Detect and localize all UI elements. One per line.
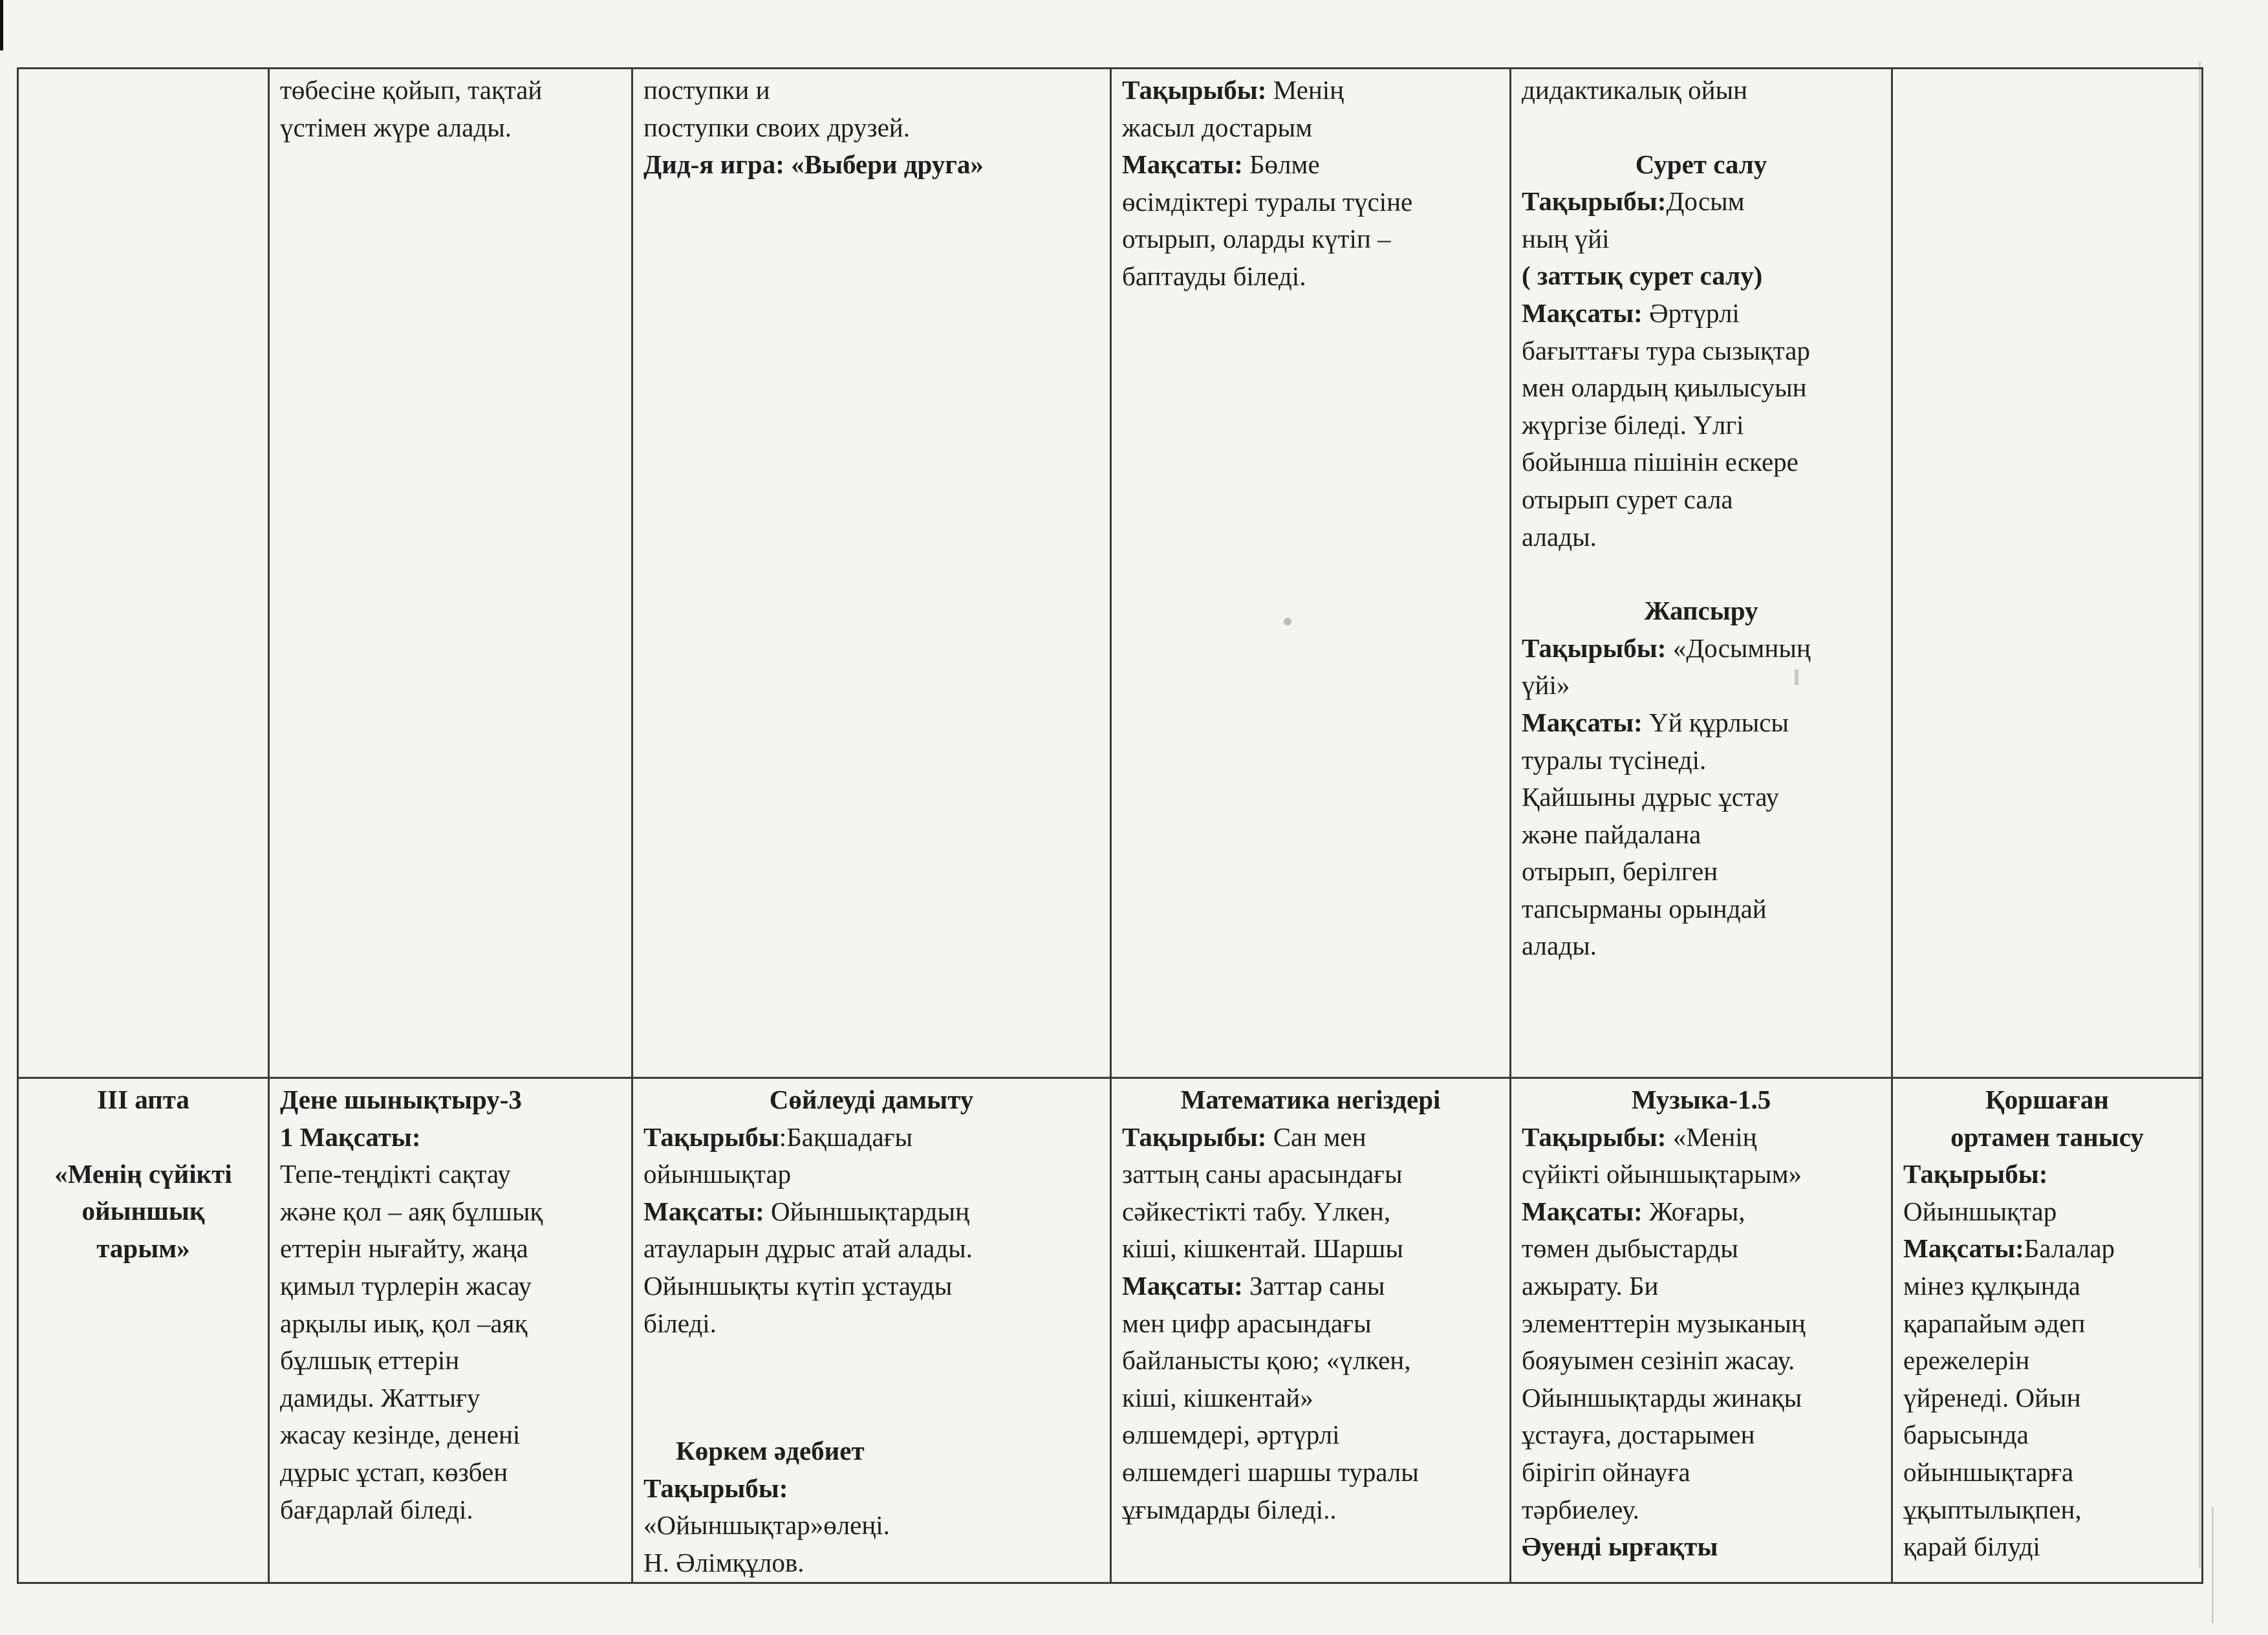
text-line: төбесіне қойып, тақтай xyxy=(280,75,543,105)
week-cell-empty xyxy=(18,69,269,1078)
text-line: Тепе-теңдікті сақтау xyxy=(280,1159,511,1189)
goal-text: Заттар саны xyxy=(1249,1270,1385,1301)
topic-text: Досым xyxy=(1666,186,1745,217)
cell-russian-continuation xyxy=(632,69,1111,1078)
text-line: алады. xyxy=(1522,521,1597,552)
goal-label: Мақсаты: xyxy=(1522,707,1643,737)
text-line: тәрбиелеу. xyxy=(1522,1494,1639,1524)
text-line: жүргізе біледі. Үлгі xyxy=(1522,409,1744,440)
text-line: бағдарлай біледі. xyxy=(280,1494,473,1524)
text-line: және қол – аяқ бұлшық xyxy=(280,1196,543,1226)
applique-title: Жапсыру xyxy=(1644,596,1758,626)
scan-corner-mark xyxy=(0,0,3,50)
text-line: туралы түсінеді. xyxy=(1522,744,1707,775)
text-line: жасау кезінде, денені xyxy=(280,1420,521,1450)
topic-text: Ойыншықтар xyxy=(1903,1196,2057,1226)
text-line: еттерін нығайту, жаңа xyxy=(280,1233,528,1264)
topic-text: «Менің xyxy=(1672,1121,1757,1152)
lesson-title: Қоршаған xyxy=(1985,1085,2109,1114)
text-line: кіші, кішкентай. Шаршы xyxy=(1122,1233,1403,1264)
text-line: байланысты қою; «үлкен, xyxy=(1122,1345,1411,1376)
text-line: қарай білуді xyxy=(1903,1532,2040,1562)
text-line: мен олардың қиылысуын xyxy=(1522,373,1807,403)
week-theme-line: «Менің сүйікті xyxy=(54,1158,232,1189)
goal-text: Үй құрлысы xyxy=(1649,707,1789,737)
text-line: өлшемдегі шаршы туралы xyxy=(1122,1456,1419,1487)
text-line: отырып, оларды күтіп – xyxy=(1122,224,1391,254)
text-line: арқылы иық, қол –аяқ xyxy=(280,1308,528,1338)
cell-speech-literature xyxy=(632,1078,1111,1583)
lesson-title: ортамен танысу xyxy=(1950,1121,2144,1152)
text-line: Ойыншықты күтіп ұстауды xyxy=(643,1270,953,1301)
topic-label: Тақырыбы: xyxy=(1522,633,1667,663)
cell-empty xyxy=(1892,69,2203,1078)
text-line: өлшемдері, әртүрлі xyxy=(1122,1420,1340,1450)
text-line: ойыншықтар xyxy=(643,1159,792,1189)
goal-label: Мақсаты: xyxy=(1903,1233,2024,1264)
text-line: дұрыс ұстап, көзбен xyxy=(280,1456,508,1487)
text-line: отырып сурет сала xyxy=(1522,484,1733,514)
goal-label: Мақсаты: xyxy=(1122,149,1243,180)
topic-text: «Досымның xyxy=(1672,633,1811,663)
goal-label: 1 Мақсаты: xyxy=(280,1121,421,1152)
text-line: Ойыншықтарды жинақы xyxy=(1522,1382,1802,1413)
text-line: ойыншықтарға xyxy=(1903,1456,2074,1487)
text-line: отырып, берілген xyxy=(1522,856,1718,887)
cell-music xyxy=(1511,1078,1892,1583)
text-line: үстімен жүре алады. xyxy=(280,112,512,142)
text-line: мінез құлқында xyxy=(1903,1270,2080,1301)
text-line: дамиды. Жаттығу xyxy=(280,1382,481,1413)
text-line: ережелерін xyxy=(1903,1345,2030,1376)
text-line: ажырату. Би xyxy=(1522,1270,1659,1301)
goal-text: Бөлме xyxy=(1249,149,1320,180)
lesson-title: Сөйлеуді дамыту xyxy=(769,1085,974,1114)
goal-text: Ойыншықтардың xyxy=(771,1196,970,1226)
lesson-plan-table xyxy=(17,67,2203,1584)
week-theme-line: ойыншық xyxy=(81,1196,205,1226)
text-line: ұқыптылықпен, xyxy=(1903,1494,2082,1524)
text-line: қарапайым әдеп xyxy=(1903,1308,2086,1338)
text-line: сүйікті ойыншықтарым» xyxy=(1522,1159,1802,1189)
goal-label: Мақсаты: xyxy=(1122,1270,1243,1301)
cell-physical-education xyxy=(269,1078,632,1583)
table-row xyxy=(18,1078,2203,1583)
text-line: ұғымдарды біледі.. xyxy=(1122,1494,1337,1524)
text-line: баптауды біледі. xyxy=(1122,261,1306,291)
goal-label: Мақсаты: xyxy=(643,1196,764,1226)
topic-label: Тақырыбы: xyxy=(643,1473,788,1503)
topic-label: Тақырыбы: xyxy=(1122,75,1267,105)
cell-art-activities xyxy=(1511,69,1892,1078)
week-label: ІІІ апта xyxy=(97,1085,189,1114)
text-line: және пайдалана xyxy=(1522,819,1701,849)
text-line: элементтерін музыканың xyxy=(1522,1308,1806,1338)
text-line: дидактикалық ойын xyxy=(1522,75,1748,105)
week-theme-line: тарым» xyxy=(96,1233,190,1263)
text-line: біледі. xyxy=(643,1308,717,1338)
text-line: Н. Әлімқұлов. xyxy=(643,1547,805,1577)
text-line: ның үйі xyxy=(1522,223,1610,254)
topic-label: Тақырыбы: xyxy=(1122,1121,1267,1152)
topic-text: Менің xyxy=(1273,75,1345,105)
text-line: мен цифр арасындағы xyxy=(1122,1308,1372,1338)
goal-label: Мақсаты: xyxy=(1522,1196,1643,1226)
table-row xyxy=(18,69,2203,1078)
text-line: алады. xyxy=(1522,931,1597,961)
drawing-subtitle: ( заттық сурет салу) xyxy=(1522,261,1763,291)
cell-nature-continuation xyxy=(1111,69,1511,1078)
goal-label: Мақсаты: xyxy=(1522,298,1643,328)
text-line: барысында xyxy=(1903,1420,2029,1450)
text-line: «Ойыншықтар»өлеңі. xyxy=(643,1510,890,1541)
text-line: бірігіп ойнауға xyxy=(1522,1456,1690,1487)
text-line: өсімдіктері туралы түсіне xyxy=(1122,186,1413,217)
cell-physical-continuation xyxy=(269,69,632,1078)
text-line: бұлшық еттерін xyxy=(280,1345,460,1376)
cell-environment xyxy=(1892,1078,2203,1583)
topic-text: Сан мен xyxy=(1273,1121,1366,1152)
text-line: кіші, кішкентай» xyxy=(1122,1382,1313,1413)
text-line: поступки и xyxy=(643,75,770,105)
lesson-title: Музыка-1.5 xyxy=(1631,1085,1771,1114)
topic-text: :Бақшадағы xyxy=(779,1121,913,1152)
goal-text: Жоғары, xyxy=(1649,1196,1745,1226)
scan-edge-shadow xyxy=(2212,1507,2214,1623)
text-line: атауларын дұрыс атай алады. xyxy=(643,1233,973,1264)
text-line: тапсырманы орындай xyxy=(1522,893,1767,924)
text-line: поступки своих друзей. xyxy=(643,112,910,142)
lesson-title: Дене шынықтыру-3 xyxy=(280,1085,522,1114)
text-line: ұстауға, достарымен xyxy=(1522,1420,1755,1450)
text-line: сәйкестікті табу. Үлкен, xyxy=(1122,1196,1391,1226)
topic-label: Тақырыбы: xyxy=(1522,186,1667,217)
text-line: үйренеді. Ойын xyxy=(1903,1382,2081,1413)
text-line: бояуымен сезініп жасау. xyxy=(1522,1345,1795,1376)
text-line: бағыттағы тура сызықтар xyxy=(1522,335,1810,365)
text-line: қимыл түрлерін жасау xyxy=(280,1270,532,1301)
text-line: төмен дыбыстарды xyxy=(1522,1233,1738,1264)
section-footer: Әуенді ырғақты xyxy=(1522,1532,1718,1562)
goal-text: Балалар xyxy=(2024,1233,2115,1264)
text-line: бойынша пішінін ескере xyxy=(1522,447,1798,477)
week-cell xyxy=(18,1078,269,1583)
goal-text: Әртүрлі xyxy=(1649,298,1740,328)
lesson-title: Көркем әдебиет xyxy=(676,1436,865,1466)
text-line: Қайшыны дұрыс ұстау xyxy=(1522,782,1779,812)
drawing-title: Сурет салу xyxy=(1635,149,1767,179)
text-line: үйі» xyxy=(1522,670,1570,700)
text-line: заттың саны арасындағы xyxy=(1122,1159,1403,1189)
topic-label: Тақырыбы: xyxy=(1522,1121,1667,1152)
topic-label: Тақырыбы xyxy=(643,1121,779,1152)
text-line: жасыл достарым xyxy=(1122,112,1313,142)
cell-mathematics xyxy=(1111,1078,1511,1583)
didactic-game-title: Дид-я игра: «Выбери друга» xyxy=(643,149,984,180)
topic-label: Тақырыбы: xyxy=(1903,1159,2048,1189)
lesson-title: Математика негіздері xyxy=(1180,1085,1441,1114)
